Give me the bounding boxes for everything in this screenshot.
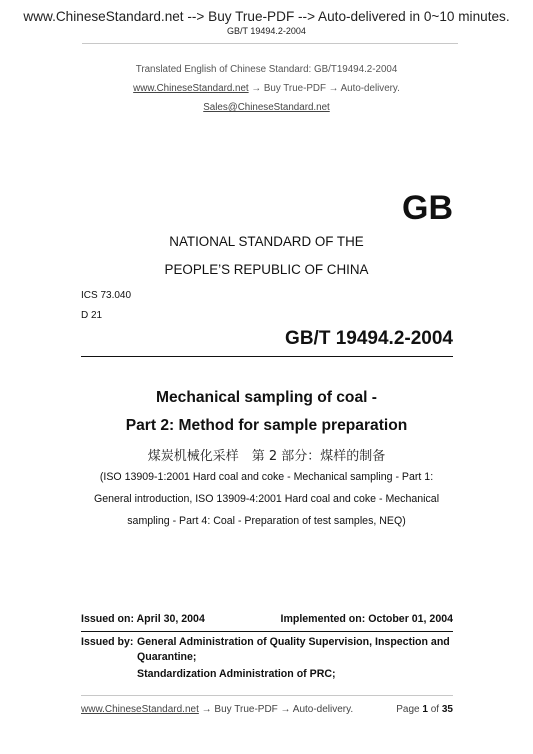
issued-date: Issued on: April 30, 2004 [81, 613, 205, 625]
header-divider [82, 43, 458, 44]
footer-divider [81, 695, 453, 696]
dates-divider [81, 631, 453, 632]
footer-site-link[interactable]: www.ChineseStandard.net [81, 704, 199, 715]
page-label: Page [396, 704, 420, 715]
title-line-1: Mechanical sampling of coal - [156, 389, 377, 406]
standard-number: GB/T 19494.2-2004 [285, 328, 453, 349]
page-of: of [430, 704, 440, 715]
top-banner: www.ChineseStandard.net --> Buy True-PDF --> Auto-delivered in 0~10 minutes. [23, 9, 510, 24]
national-line-2: PEOPLE’S REPUBLIC OF CHINA [164, 262, 369, 277]
page-total: 35 [441, 704, 453, 715]
implemented-date: Implemented on: October 01, 2004 [280, 613, 453, 625]
issued-by-label: Issued by: [81, 636, 134, 648]
iso-line-3: sampling - Part 4: Coal - Preparation of test samples, NEQ) [127, 515, 406, 527]
ics-code: ICS 73.040 [81, 290, 132, 301]
email-row [0, 102, 533, 113]
footer-links [81, 704, 353, 715]
translation-links [0, 83, 533, 94]
iso-line-2: General introduction, ISO 13909-4:2001 Hard coal and coke - Mechanical [93, 493, 440, 505]
national-line-1: NATIONAL STANDARD OF THE [169, 234, 364, 249]
issued-by-line-3: Standardization Administration of PRC; [137, 668, 336, 680]
header-doc-code: GB/T 19494.2-2004 [227, 26, 306, 36]
page-indicator [396, 704, 453, 715]
chinese-title: 煤炭机械化采样 第 2 部分：煤样的制备 [147, 449, 386, 464]
classification-code: D 21 [81, 310, 103, 321]
iso-line-1: (ISO 13909-1:2001 Hard coal and coke - Mechanical sampling - Part 1: [99, 471, 434, 483]
translation-note: Translated English of Chinese Standard: GB/T19494.2-2004 [135, 64, 398, 75]
delivery-text: → Buy True-PDF → Auto-delivery. [251, 83, 400, 94]
footer-delivery-text: → Buy True-PDF → Auto-delivery. [201, 704, 354, 715]
title-line-2: Part 2: Method for sample preparation [125, 417, 408, 434]
site-link[interactable]: www.ChineseStandard.net [133, 83, 249, 94]
issued-by-line-2: Quarantine; [137, 651, 197, 663]
issued-by-line-1: General Administration of Quality Supervision, Inspection and [137, 636, 450, 648]
gb-logo: GB [402, 189, 453, 227]
email-link[interactable]: Sales@ChineseStandard.net [203, 102, 330, 113]
page-current: 1 [422, 704, 428, 715]
title-divider [81, 356, 453, 357]
